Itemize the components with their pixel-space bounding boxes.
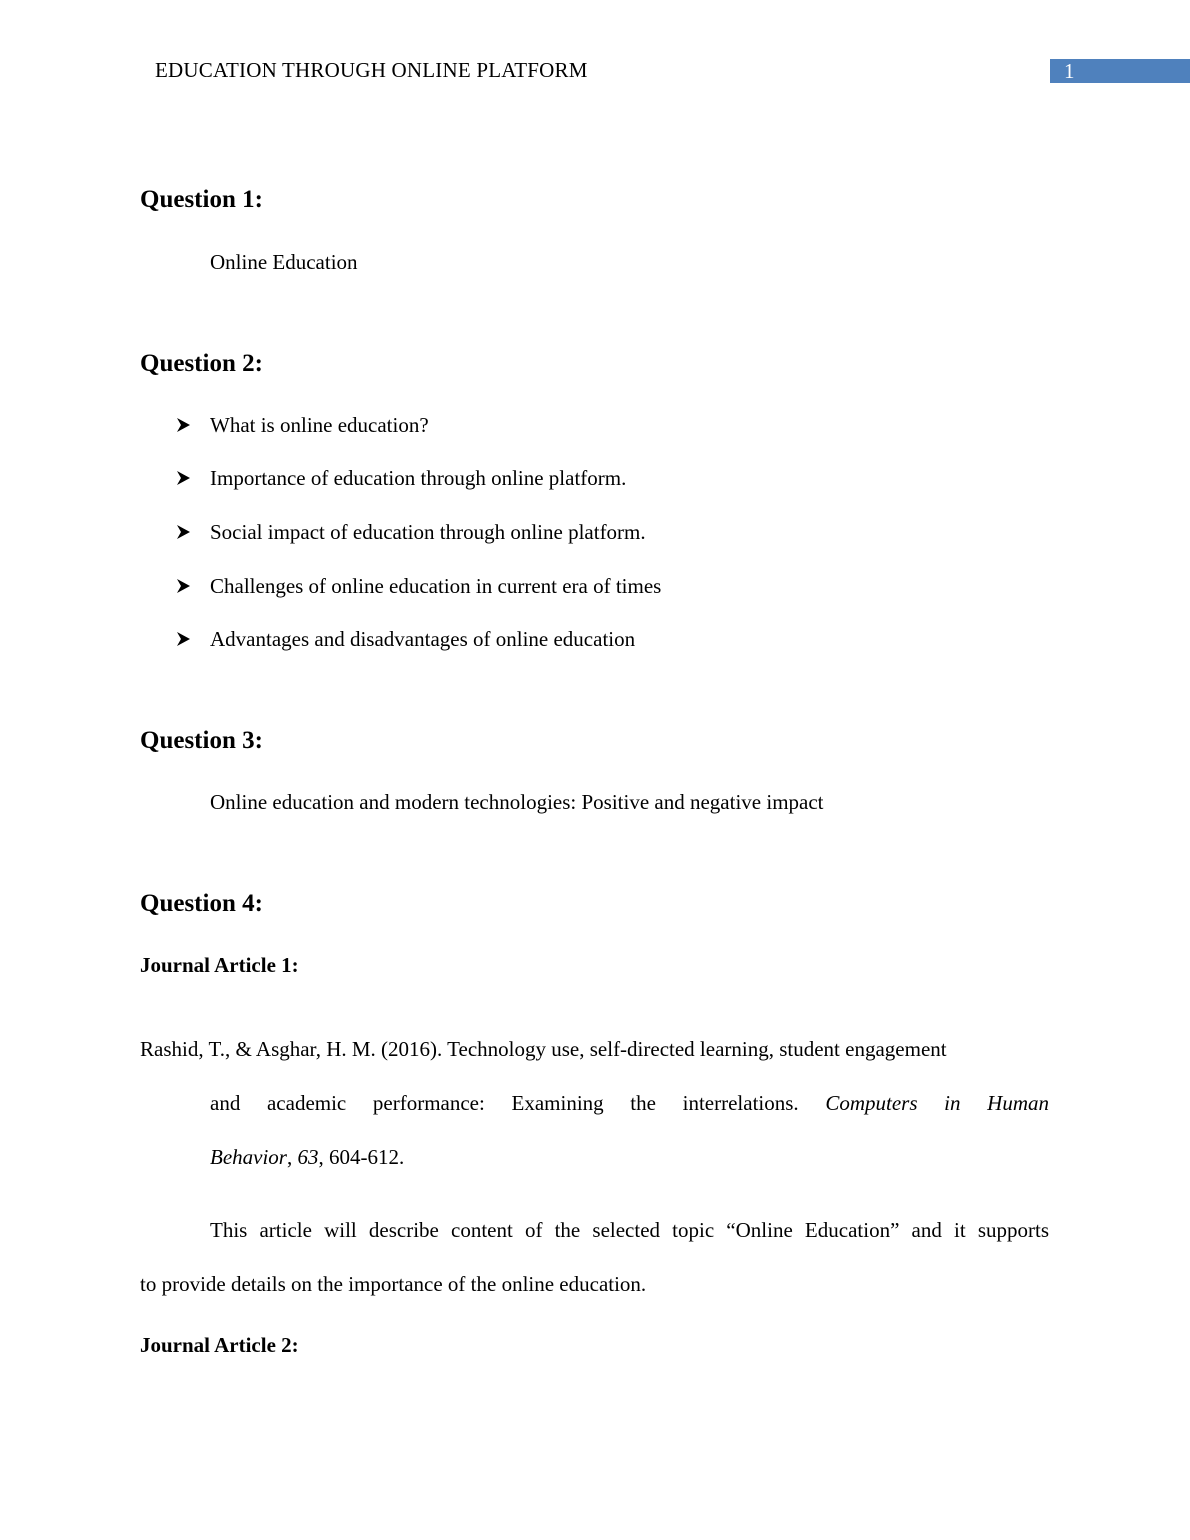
- journal-article-1-citation: [140, 1022, 1049, 1184]
- question-1-answer: Online Education: [210, 250, 358, 274]
- question-2-heading: Question 2:: [140, 350, 263, 377]
- citation-journal: Computers in Human: [825, 1091, 1049, 1115]
- citation-volume: 63: [297, 1145, 319, 1169]
- page-number: 1: [1064, 59, 1075, 83]
- citation-title: and academic performance: Examining the interrelations.: [210, 1091, 799, 1115]
- journal-article-1-summary: [140, 1203, 1049, 1311]
- bullet-text: Social impact of education through online platform.: [210, 520, 646, 544]
- summary-line-1: This article will describe content of the selected topic “Online Education” and it supports: [210, 1218, 1049, 1242]
- arrow-bullet-icon: [175, 520, 193, 544]
- bullet-text: Importance of education through online platform.: [210, 466, 627, 490]
- citation-pages: , 604-612.: [318, 1145, 405, 1169]
- arrow-bullet-icon: [175, 574, 193, 598]
- arrow-bullet-icon: [175, 413, 193, 437]
- citation-line-1: Rashid, T., & Asghar, H. M. (2016). Technology use, self-directed learning, student engagement: [140, 1037, 947, 1061]
- bullet-text: Advantages and disadvantages of online education: [210, 627, 636, 651]
- arrow-bullet-icon: [175, 466, 193, 490]
- bullet-text: Challenges of online education in current era of times: [210, 574, 662, 598]
- question-3-heading: Question 3:: [140, 727, 263, 754]
- journal-article-1-label: Journal Article 1:: [140, 953, 299, 977]
- running-head: EDUCATION THROUGH ONLINE PLATFORM: [155, 58, 588, 82]
- citation-line-3: [140, 1130, 1049, 1184]
- page-number-bar: [1050, 59, 1190, 83]
- citation-separator: ,: [286, 1145, 298, 1169]
- summary-line-2: to provide details on the importance of the online education.: [140, 1272, 647, 1296]
- bullet-text: What is online education?: [210, 413, 429, 437]
- citation-line-2: [140, 1076, 1049, 1130]
- arrow-bullet-icon: [175, 627, 193, 651]
- question-4-heading: Question 4:: [140, 890, 263, 917]
- citation-journal-cont: Behavior: [210, 1145, 287, 1169]
- journal-article-2-label: Journal Article 2:: [140, 1333, 299, 1357]
- question-3-answer: Online education and modern technologies: Positive and negative impact: [210, 790, 824, 814]
- question-1-heading: Question 1:: [140, 186, 263, 213]
